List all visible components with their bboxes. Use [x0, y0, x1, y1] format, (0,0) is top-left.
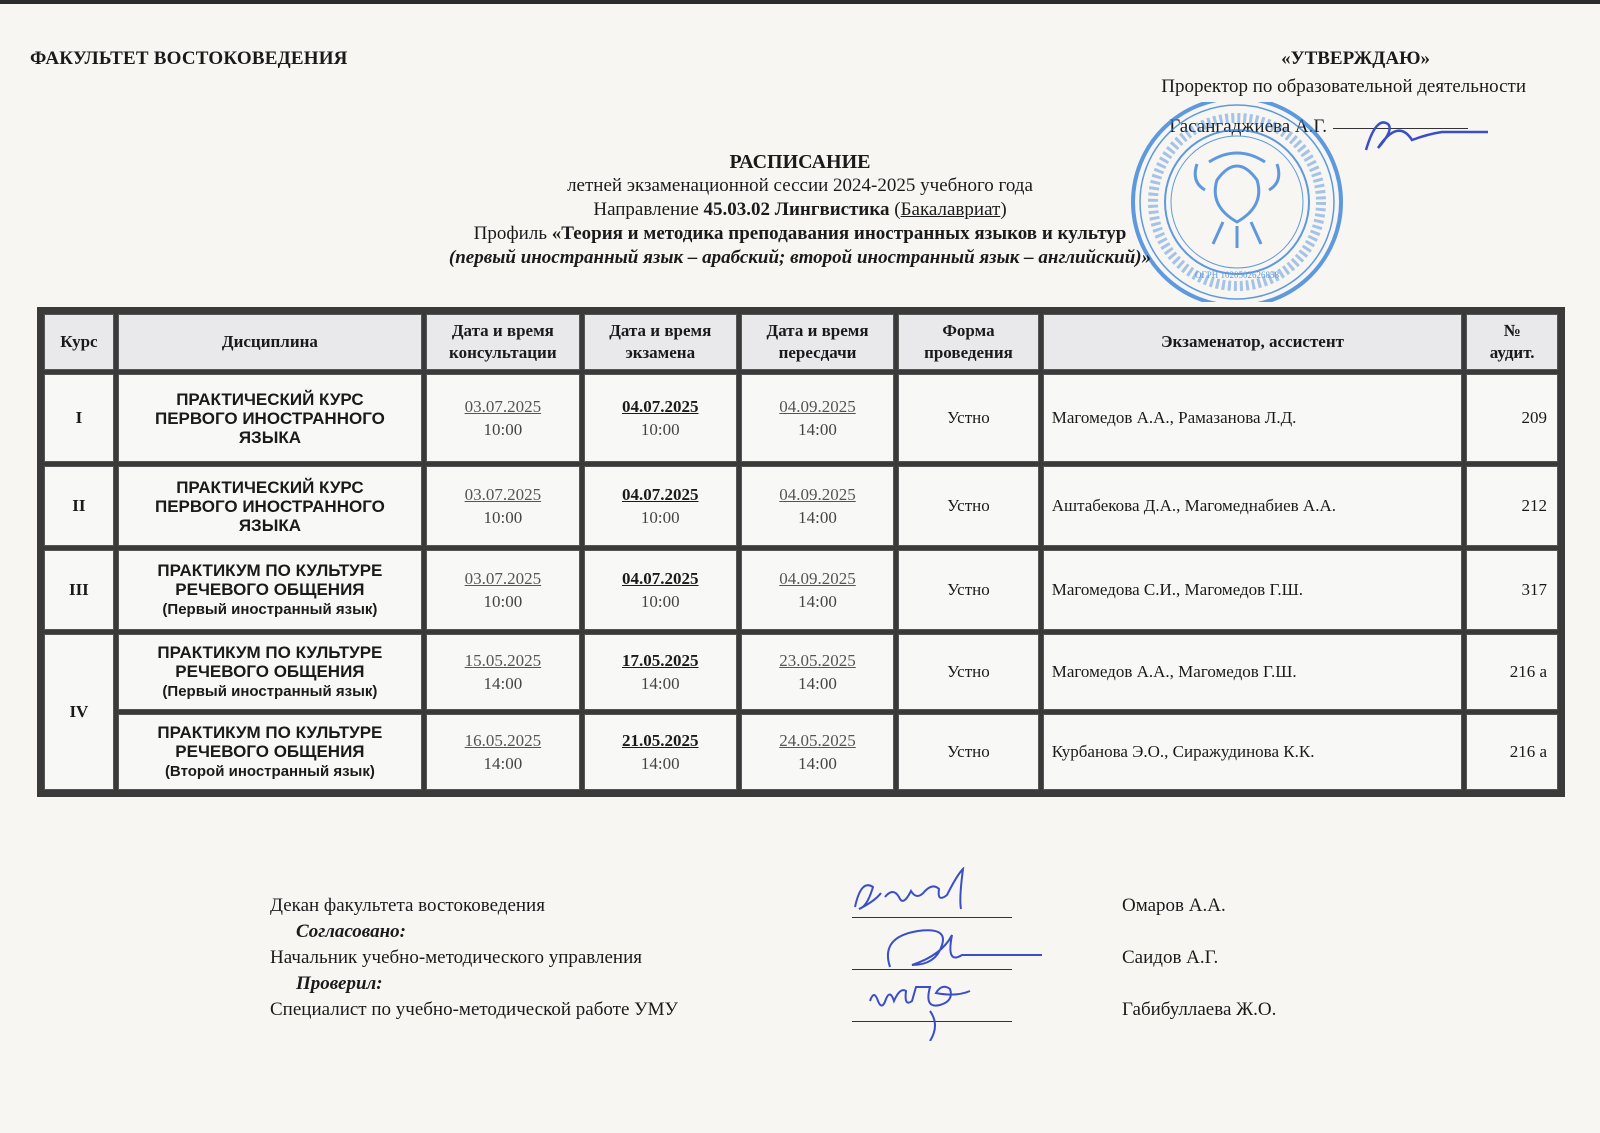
specialist-signature-icon	[860, 971, 1010, 1041]
discipline-cell: ПРАКТИКУМ ПО КУЛЬТУРЕ РЕЧЕВОГО ОБЩЕНИЯ (Второй иностранный язык)	[118, 714, 422, 790]
form-cell: Устно	[898, 374, 1039, 462]
specialist-label: Специалист по учебно-методической работе УМУ	[270, 999, 678, 1020]
approval-signature-icon	[1360, 112, 1500, 162]
schedule-title: РАСПИСАНИЕ	[729, 151, 871, 173]
course-cell: IV	[44, 634, 114, 790]
examiner-cell: Магомедова С.И., Магомедов Г.Ш.	[1043, 550, 1463, 630]
checked-label: Проверил:	[296, 973, 383, 994]
exam-schedule-table	[37, 307, 1565, 797]
room-cell: 216 а	[1466, 714, 1558, 790]
header-room: № аудит.	[1466, 314, 1558, 370]
approve-title: «УТВЕРЖДАЮ»	[1281, 48, 1430, 69]
exam-cell: 04.07.2025 10:00	[584, 374, 737, 462]
table-row	[44, 550, 1558, 630]
discipline-cell: ПРАКТИЧЕСКИЙ КУРС ПЕРВОГО ИНОСТРАННОГО ЯЗЫКА	[118, 466, 422, 546]
examiner-cell: Аштабекова Д.А., Магомеднабиев А.А.	[1043, 466, 1463, 546]
profile-name: «Теория и методика преподавания иностранных языков и культур	[551, 223, 1127, 244]
direction-line: Направление 45.03.02 Лингвистика (Бакалавриат)	[593, 199, 1007, 220]
form-cell: Устно	[898, 714, 1039, 790]
profile-prefix: Профиль	[473, 223, 547, 244]
svg-text:ОГРН 1020502626858: ОГРН 1020502626858	[1195, 270, 1279, 280]
specialist-name: Габибуллаева Ж.О.	[1122, 999, 1277, 1020]
dean-label: Декан факультета востоковедения	[270, 895, 545, 916]
approve-position: Проректор по образовательной деятельности	[1161, 76, 1526, 97]
head-label: Начальник учебно-методического управления	[270, 947, 643, 968]
exam-cell: 04.07.2025 10:00	[584, 550, 737, 630]
approve-name: Гасангаджиева А.Г.	[1169, 116, 1327, 137]
header-course: Курс	[44, 314, 114, 370]
header-examiner: Экзаменатор, ассистент	[1043, 314, 1463, 370]
examiner-cell: Курбанова Э.О., Сиражудинова К.К.	[1043, 714, 1463, 790]
form-cell: Устно	[898, 634, 1039, 710]
table-header-row	[44, 314, 1558, 370]
discipline-cell: ПРАКТИКУМ ПО КУЛЬТУРЕ РЕЧЕВОГО ОБЩЕНИЯ (Первый иностранный язык)	[118, 634, 422, 710]
table-row	[44, 466, 1558, 546]
form-cell: Устно	[898, 550, 1039, 630]
discipline-cell: ПРАКТИЧЕСКИЙ КУРС ПЕРВОГО ИНОСТРАННОГО ЯЗЫКА	[118, 374, 422, 462]
specialist-row	[270, 999, 1277, 1021]
head-signature-icon	[870, 917, 1050, 977]
discipline-cell: ПРАКТИКУМ ПО КУЛЬТУРЕ РЕЧЕВОГО ОБЩЕНИЯ (Первый иностранный язык)	[118, 550, 422, 630]
header-consultation: Дата и время консультации	[426, 314, 580, 370]
head-row	[270, 947, 1219, 969]
header-form: Форма проведения	[898, 314, 1039, 370]
table-row	[44, 714, 1558, 790]
header-discipline: Дисциплина	[118, 314, 422, 370]
head-name: Саидов А.Г.	[1122, 947, 1219, 968]
room-cell: 216 а	[1466, 634, 1558, 710]
exam-cell: 17.05.2025 14:00	[584, 634, 737, 710]
header-retake: Дата и время пересдачи	[741, 314, 894, 370]
dean-name: Омаров А.А.	[1122, 895, 1226, 916]
room-cell: 317	[1466, 550, 1558, 630]
top-border	[0, 0, 1600, 4]
consultation-cell: 03.07.2025 10:00	[426, 374, 580, 462]
schedule-title-block	[340, 150, 1260, 270]
profile-line	[340, 222, 1260, 246]
examiner-cell: Магомедов А.А., Магомедов Г.Ш.	[1043, 634, 1463, 710]
retake-cell: 04.09.2025 14:00	[741, 466, 894, 546]
consultation-cell: 03.07.2025 10:00	[426, 466, 580, 546]
course-cell: II	[44, 466, 114, 546]
course-cell: III	[44, 550, 114, 630]
table-row	[44, 634, 1558, 710]
direction-level: Бакалавриат	[900, 199, 1001, 220]
session-subtitle: летней экзаменационной сессии 2024-2025 учебного года	[567, 175, 1033, 196]
profile-detail: (первый иностранный язык – арабский; второй иностранный язык – английский)»	[448, 247, 1152, 268]
consultation-cell: 15.05.2025 14:00	[426, 634, 580, 710]
table-row	[44, 374, 1558, 462]
retake-cell: 04.09.2025 14:00	[741, 550, 894, 630]
consultation-cell: 16.05.2025 14:00	[426, 714, 580, 790]
header-exam: Дата и время экзамена	[584, 314, 737, 370]
agreed-label: Согласовано:	[296, 921, 407, 942]
exam-cell: 04.07.2025 10:00	[584, 466, 737, 546]
room-cell: 212	[1466, 466, 1558, 546]
consultation-cell: 03.07.2025 10:00	[426, 550, 580, 630]
retake-cell: 24.05.2025 14:00	[741, 714, 894, 790]
exam-cell: 21.05.2025 14:00	[584, 714, 737, 790]
room-cell: 209	[1466, 374, 1558, 462]
faculty-name: ФАКУЛЬТЕТ ВОСТОКОВЕДЕНИЯ	[30, 48, 348, 69]
retake-cell: 23.05.2025 14:00	[741, 634, 894, 710]
dean-row	[270, 895, 1226, 917]
form-cell: Устно	[898, 466, 1039, 546]
retake-cell: 04.09.2025 14:00	[741, 374, 894, 462]
direction-code: 45.03.02 Лингвистика	[703, 199, 890, 220]
examiner-cell: Магомедов А.А., Рамазанова Л.Д.	[1043, 374, 1463, 462]
course-cell: I	[44, 374, 114, 462]
direction-prefix: Направление	[593, 199, 699, 220]
